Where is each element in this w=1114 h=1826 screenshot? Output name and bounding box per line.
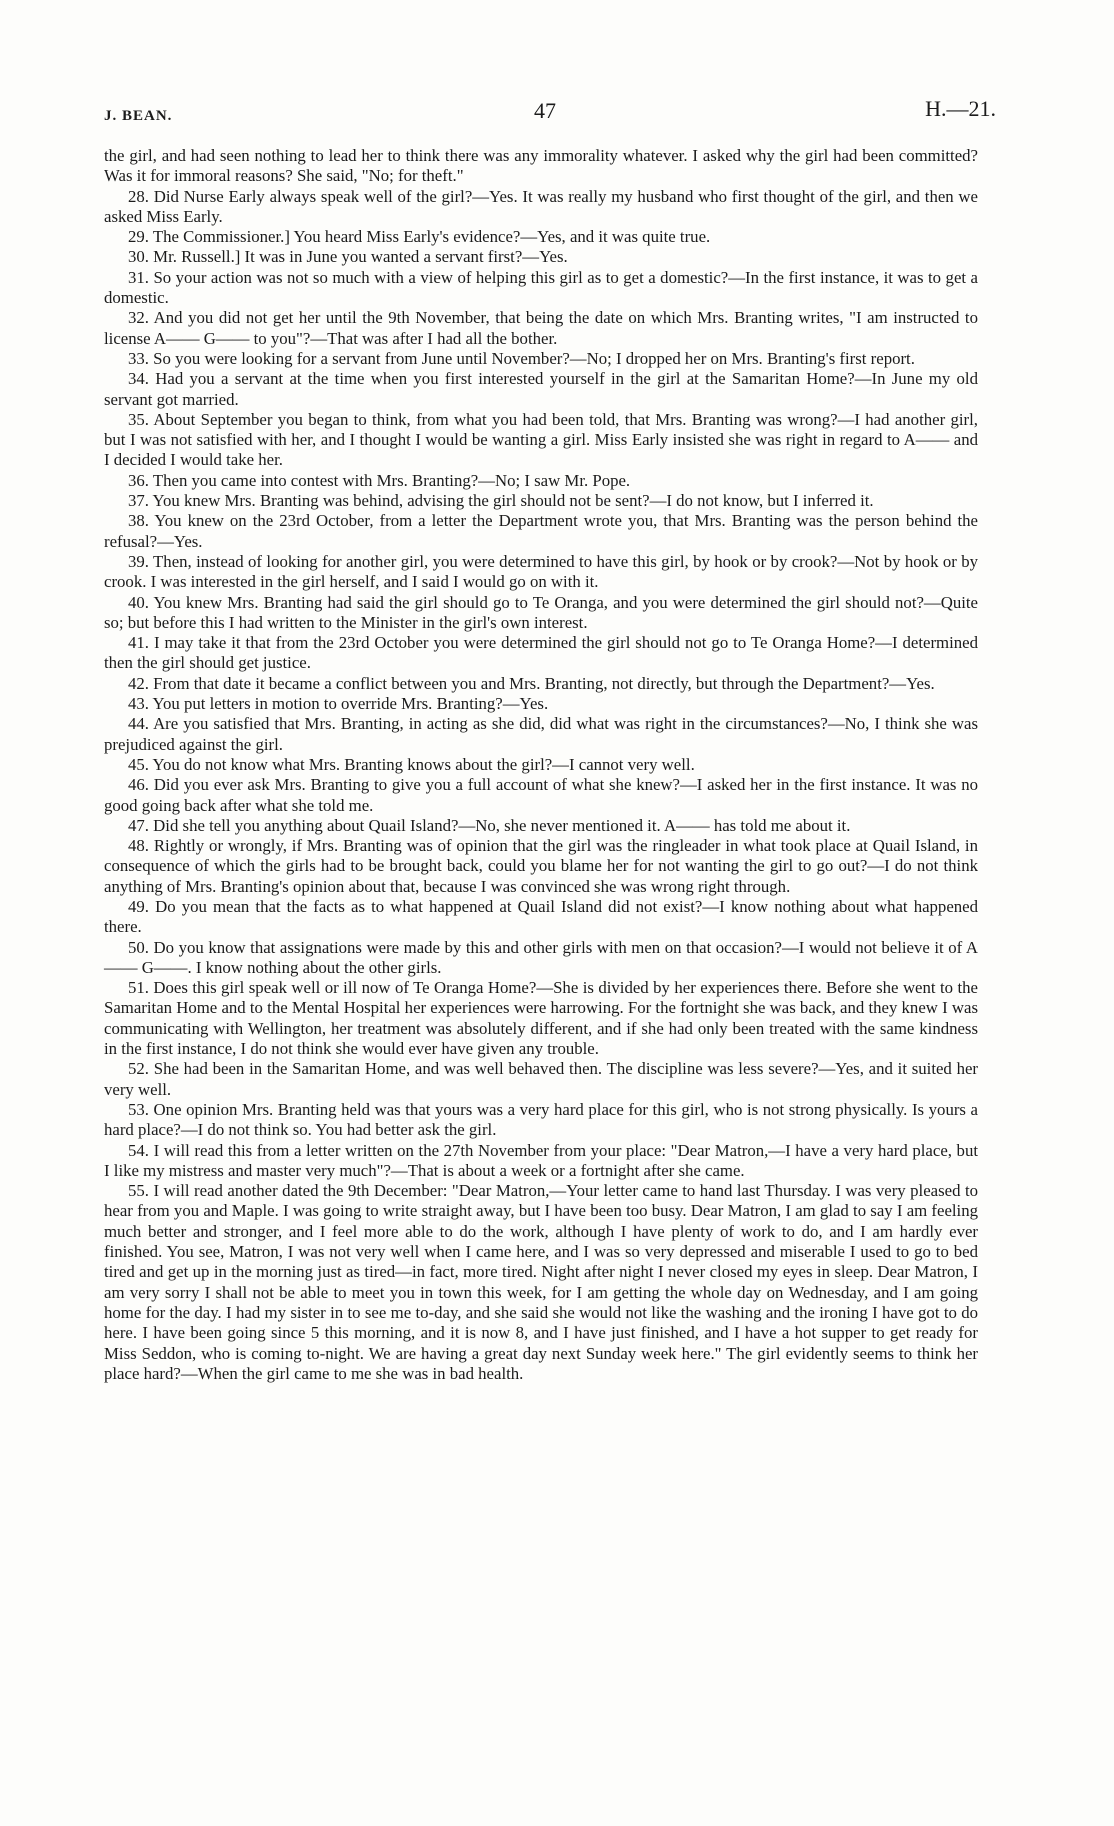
question-48: 48. Rightly or wrongly, if Mrs. Branting was of opinion that the girl was the ringleader in what took place at Quail Island, in consequence of which the girls had to be brought back, could you blame her for not wanting the girl to go out?—I do not think anything of Mrs. Branting's opinion about that, because I was convinced she was wrong right through. [104,836,978,896]
question-28: 28. Did Nurse Early always speak well of the girl?—Yes. It was really my husband who first thought of the girl, and then we asked Miss Early. [104,186,978,226]
question-41: 41. I may take it that from the 23rd October you were determined the girl should not go to Te Oranga Home?—I determined then the girl should get justice. [104,633,978,673]
page-number: 47 [534,98,556,123]
question-44: 44. Are you satisfied that Mrs. Branting, in acting as she did, did what was right in the circumstances?—No, I think she was prejudiced against the girl. [104,714,978,754]
question-50: 50. Do you know that assignations were made by this and other girls with men on that occasion?—I would not believe it of A—— G——. I know nothing about the other girls. [104,937,978,977]
question-35: 35. About September you began to think, from what you had been told, that Mrs. Branting was wrong?—I had another girl, but I was not satisfied with her, and I thought I would be wanting a girl. Miss Early insisted she was right in regard to A—— and I decided I would take her. [104,409,978,470]
paragraph-continuation: the girl, and had seen nothing to lead her to think there was any immorality whatever. I asked why the girl had been committed? Was it for immoral reasons? She said, "No; for theft." [104,146,978,186]
testimony-body [104,146,978,1384]
question-52: 52. She had been in the Samaritan Home, and was well behaved then. The discipline was less severe?—Yes, and it suited her very well. [104,1059,978,1099]
question-37: 37. You knew Mrs. Branting was behind, advising the girl should not be sent?—I do not know, but I inferred it. [128,491,874,511]
question-33: 33. So you were looking for a servant from June until November?—No; I dropped her on Mrs. Branting's first report. [128,348,915,368]
question-45: 45. You do not know what Mrs. Branting knows about the girl?—I cannot very well. [128,754,695,774]
question-42: 42. From that date it became a conflict between you and Mrs. Branting, not directly, but through the Department?—Yes. [128,673,935,693]
question-32: 32. And you did not get her until the 9th November, that being the date on which Mrs. Branting writes, "I am instructed to license A—— G—— to you"?—That was after I had all the bother. [104,308,978,348]
witness-name-header: J. BEAN. [104,108,173,124]
question-47: 47. Did she tell you anything about Quail Island?—No, she never mentioned it. A—— has told me about it. [128,815,851,835]
question-29: 29. The Commissioner.] You heard Miss Early's evidence?—Yes, and it was quite true. [128,227,711,247]
question-40: 40. You knew Mrs. Branting had said the girl should go to Te Oranga, and you were determined the girl should not?—Quite so; but before this I had written to the Minister in the girl's own interest. [104,592,978,632]
page-header [104,94,996,130]
question-51: 51. Does this girl speak well or ill now of Te Oranga Home?—She is divided by her experiences there. Before she went to the Samaritan Home and to the Mental Hospital her experiences were harrowing. For the fortnight she was back, and they knew I was communicating with Wellington, her treatment was absolutely different, and if she had only been treated with the same kindness in the first instance, I do not think she would ever have given any trouble. [104,978,978,1059]
question-49: 49. Do you mean that the facts as to what happened at Quail Island did not exist?—I know nothing about what happened there. [104,896,978,937]
question-36: 36. Then you came into contest with Mrs. Branting?—No; I saw Mr. Pope. [128,470,631,490]
question-34: 34. Had you a servant at the time when you first interested yourself in the girl at the Samaritan Home?—In June my old servant got married. [104,369,978,409]
document-reference: H.—21. [925,96,996,121]
question-38: 38. You knew on the 23rd October, from a letter the Department wrote you, that Mrs. Branting was the person behind the refusal?—Yes. [104,511,978,551]
question-31: 31. So your action was not so much with a view of helping this girl as to get a domestic?—In the first instance, it was to get a domestic. [104,267,978,308]
question-39: 39. Then, instead of looking for another girl, you were determined to have this girl, by hook or by crook?—Not by hook or by crook. I was interested in the girl herself, and I said I would go on with it. [104,551,978,592]
question-46: 46. Did you ever ask Mrs. Branting to give you a full account of what she knew?—I asked her in the first instance. It was no good going back after what she told me. [104,775,978,815]
question-30: 30. Mr. Russell.] It was in June you wanted a servant first?—Yes. [128,247,568,267]
question-55: 55. I will read another dated the 9th December: "Dear Matron,—Your letter came to hand last Thursday. I was very pleased to hear from you and Maple. I was going to write straight away, but I have been too busy. Dear Matron, I am glad to say I am feeling much better and stronger, and I feel more able to do the work, although I have plenty of work to do, and I am hardly ever finished. You see, Matron, I was not very well when I came here, and I was so very depressed and miserable I used to go to bed tired and get up in the morning just as tired—in fact, more tired. Night after night I never closed my eyes in sleep. Dear Matron, I am very sorry I shall not be able to meet you in town this week, for I am getting the whole day on Wednesday, and I am going home for the day. I had my sister in to see me to-day, and she said she would not like the washing and the ironing I have got to do here. I have been going since 5 this morning, and it is now 8, and I have just finished, and I have a hot supper to get ready for Miss Seddon, who is coming to-night. We are having a great day next Sunday week here." The girl evidently seems to think her place hard?—When the girl came to me she was in bad health. [104,1181,978,1383]
question-54: 54. I will read this from a letter written on the 27th November from your place: "Dear Matron,—I have a very hard place, but I like my mistress and master very much"?—That is about a week or a fortnight after she came. [104,1140,978,1180]
question-53: 53. One opinion Mrs. Branting held was that yours was a very hard place for this girl, who is not strong physically. Is yours a hard place?—I do not think so. You had better ask the girl. [104,1099,978,1140]
question-43: 43. You put letters in motion to override Mrs. Branting?—Yes. [128,694,549,714]
